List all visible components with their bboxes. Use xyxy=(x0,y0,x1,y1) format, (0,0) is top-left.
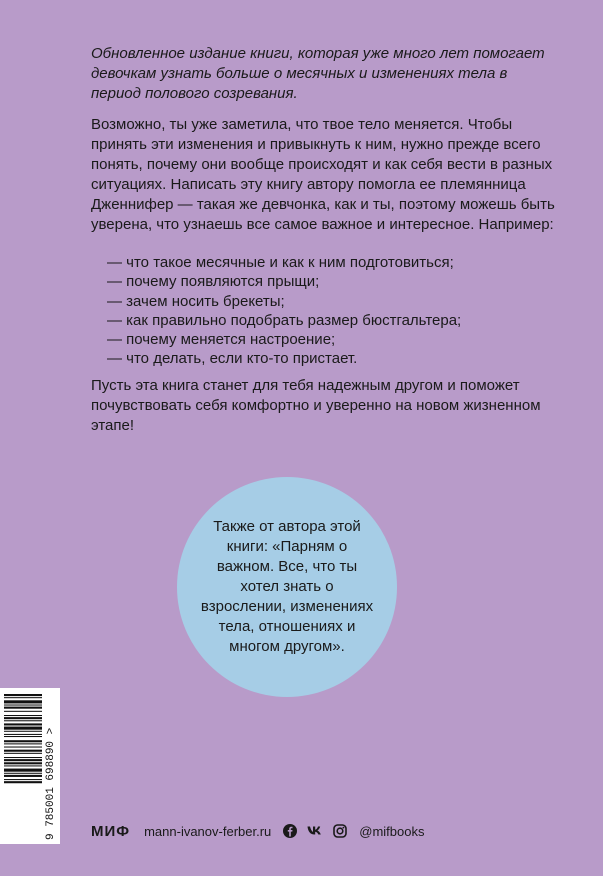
related-book-text: Также от автора этой книги: «Парням о важном. Все, что ты хотел знать о взрослении, изменениях тела, отношениях и многом другом». xyxy=(200,518,374,655)
intro-text: Обновленное издание книги, которая уже много лет помогает девочкам узнать больше о месячных и изменениях тела в период полового созревания. xyxy=(91,45,545,102)
list-item: — что такое месячные и как к ним подготовиться; xyxy=(107,254,454,271)
closing-paragraph: Пусть эта книга станет для тебя надежным другом и поможет почувствовать себя комфортно и уверенно на новом жизненном этапе! xyxy=(91,377,541,434)
vk-icon[interactable] xyxy=(307,825,323,837)
publisher-footer xyxy=(91,818,424,844)
publisher-website-link[interactable]: mann-ivanov-ferber.ru xyxy=(144,823,272,839)
list-item: — почему появляются прыщи; xyxy=(107,273,320,291)
topics-list xyxy=(107,253,547,369)
instagram-icon[interactable] xyxy=(333,824,347,838)
list-item: — что делать, если кто-то пристает. xyxy=(107,350,358,368)
social-handle[interactable]: @mifbooks xyxy=(359,823,425,839)
description-paragraph: Возможно, ты уже заметила, что твое тело меняется. Чтобы принять эти изменения и привыкнуть к ним, нужно прежде всего понять, почему они вообще происходят и как себя вести в разных ситуациях. Написать эту книгу автору помогла ее племянница Дженнифер — такая же девчонка, как и ты, поэтому можешь быть уверена, что узнаешь все самое важное и интересное. Например: xyxy=(91,116,555,233)
list-item: — почему меняется настроение; xyxy=(107,331,336,349)
related-book-circle xyxy=(177,477,397,697)
barcode-icon xyxy=(0,688,60,844)
publisher-logo: МИФ xyxy=(91,822,131,840)
list-item: — как правильно подобрать размер бюстгальтера; xyxy=(107,311,462,329)
isbn-barcode xyxy=(0,688,60,844)
barcode-number: 9 785001 698890 > xyxy=(45,727,57,840)
facebook-icon[interactable] xyxy=(283,824,297,838)
list-item: — зачем носить брекеты; xyxy=(107,292,285,310)
